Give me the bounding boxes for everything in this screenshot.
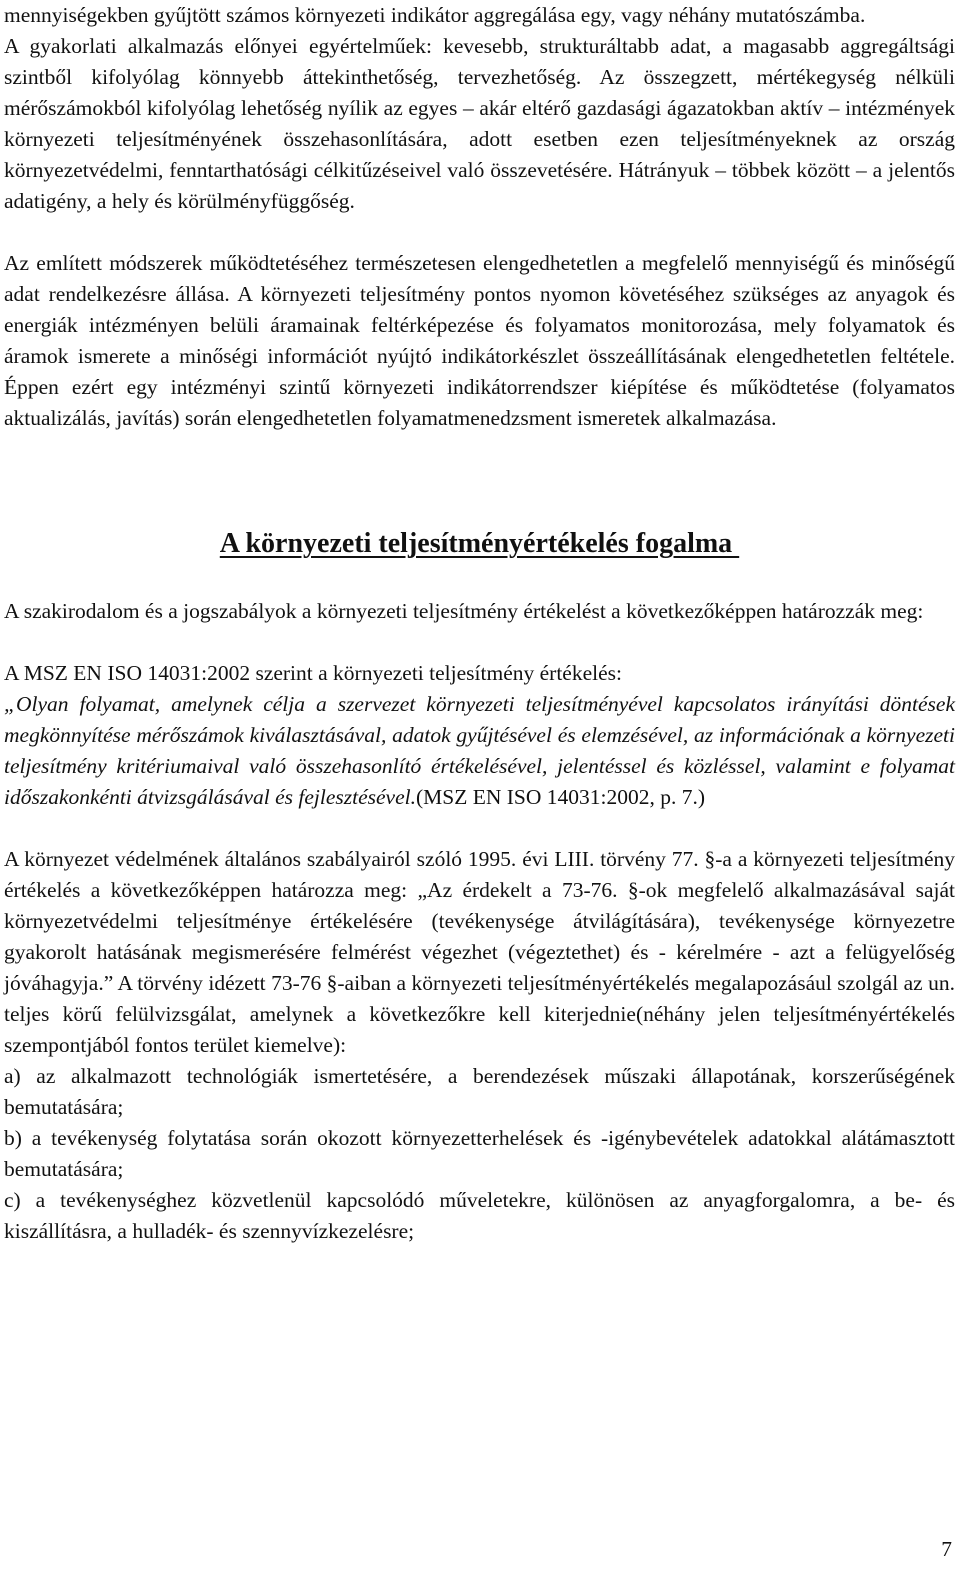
iso-definition-source: (MSZ EN ISO 14031:2002, p. 7.): [416, 785, 706, 809]
section-heading: A környezeti teljesítményértékelés fogalma: [219, 528, 740, 559]
iso-definition-intro: A MSZ EN ISO 14031:2002 szerint a környezeti teljesítmény értékelés:: [4, 661, 622, 685]
paragraph-advantages: A gyakorlati alkalmazás előnyei egyértelműek: kevesebb, strukturáltabb adat, a magasabb aggregáltsági szintből kifolyólag könnyebb áttekinthetőség, tervezhetőség. Az összegzett, mértékegység nélküli mérőszámokból kifolyólag lehetőség nyílik az egyes – akár eltérő gazdasági ágazatokban aktív – intézmények környezeti teljesítményének összehasonlítására, adott esetben ezen teljesítményeknek az ország környezetvédelmi, fenntarthatósági célkitűzéseivel való összevetésére. Hátrányuk – többek között – a jelentős adatigény, a hely és körülményfüggőség.: [4, 34, 955, 213]
iso-definition-quote: „Olyan folyamat, amelynek célja a szervezet környezeti teljesítményével kapcsolatos irányítási döntések megkönnyítése mérőszámok kiválasztásával, adatok gyűjtésével és elemzésével, az információnak a környezeti teljesítmény kritériumaival való összehasonlító értékelésével, jelentéssel és közléssel, valamint e folyamat időszakonkénti átvizsgálásával és fejlesztésével.: [4, 692, 955, 809]
paragraph-spacer: [4, 813, 955, 844]
paragraph-spacer: [4, 217, 955, 248]
list-item-c: c) a tevékenységhez közvetlenül kapcsolódó műveletekre, különösen az anyagforgalomra, a be- és kiszállításra, a hulladék- és szennyvízkezelésre;: [4, 1188, 955, 1243]
paragraph-data-requirements: Az említett módszerek működtetéséhez természetesen elengedhetetlen a megfelelő mennyiségű és minőségű adat rendelkezésre állása. A környezeti teljesítmény pontos nyomon követéséhez szükséges az anyagok és energiák intézményen belüli áramainak feltérképezése és folyamatos monitorozása, mely folyamatok és áramok ismerete a minőségi információt nyújtó indikátorkészlet összeállításának elengedhetetlen feltétele. Éppen ezért egy intézményi szintű környezeti indikátorrendszer kiépítése és működtetése (folyamatos aktualizálás, javítás) során elengedhetetlen folyamatmenedzsment ismeretek alkalmazása.: [4, 251, 955, 430]
section-spacer: [4, 560, 955, 596]
paragraph-spacer: [4, 627, 955, 658]
paragraph-intro-continuation: mennyiségekben gyűjtött számos környezeti indikátor aggregálása egy, vagy néhány mutatószámba.: [4, 3, 866, 27]
page-number: 7: [941, 1537, 952, 1561]
paragraph-law-definition: A környezet védelmének általános szabályairól szóló 1995. évi LIII. törvény 77. §-a a környezeti teljesítmény értékelés a következőképpen határozza meg: „Az érdekelt a 73-76. §-ok megfelelő alkalmazásával saját környezetvédelmi teljesítménye értékelésére (tevékenysége átvilágítására), tevékenysége környezetre gyakorolt hatásának megismerésére felmérést végezhet (végeztethet) és - kérelmére - azt a felügyelőség jóváhagyja.” A törvény idézett 73-76 §-aiban a környezeti teljesítményértékelés megalapozásául szolgál az un. teljes körű felülvizsgálat, amelynek a következőkre kell kiterjednie(néhány jelen teljesítményértékelés szempontjából fontos terület kiemelve):: [4, 847, 955, 1057]
section-spacer: [4, 434, 955, 528]
paragraph-definitions-intro: A szakirodalom és a jogszabályok a környezeti teljesítmény értékelést a következőképpen határozzák meg:: [4, 599, 924, 623]
list-item-a: a) az alkalmazott technológiák ismertetésére, a berendezések műszaki állapotának, korszerűségének bemutatására;: [4, 1064, 955, 1119]
list-item-b: b) a tevékenység folytatása során okozott környezetterhelések és -igénybevételek adatokkal alátámasztott bemutatására;: [4, 1126, 955, 1181]
document-page: [4, 0, 955, 1247]
paragraph-iso-definition: [4, 658, 955, 813]
